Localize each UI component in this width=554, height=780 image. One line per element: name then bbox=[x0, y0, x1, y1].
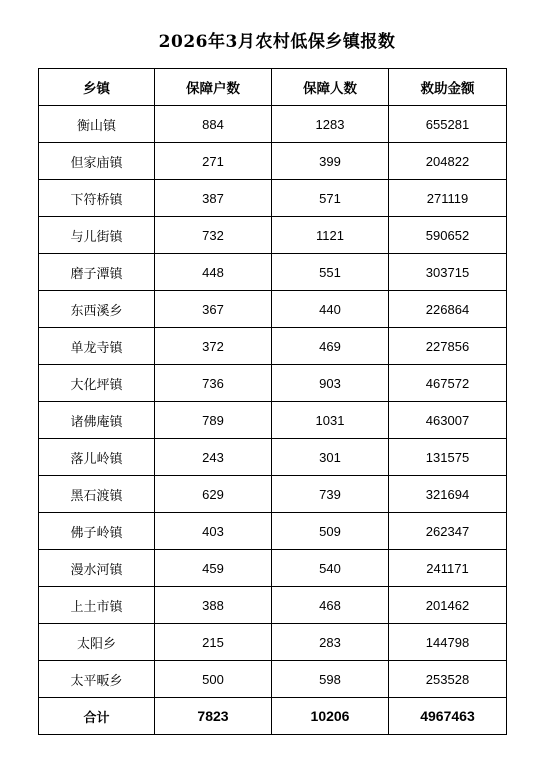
cell-town: 佛子岭镇 bbox=[39, 513, 155, 550]
cell-households: 387 bbox=[155, 180, 272, 217]
cell-persons: 739 bbox=[272, 476, 389, 513]
table-row bbox=[39, 365, 507, 402]
cell-town: 但家庙镇 bbox=[39, 143, 155, 180]
cell-amount: 241171 bbox=[389, 550, 507, 587]
cell-households: 500 bbox=[155, 661, 272, 698]
cell-amount: 201462 bbox=[389, 587, 507, 624]
total-amount: 4967463 bbox=[389, 698, 507, 735]
cell-town: 落儿岭镇 bbox=[39, 439, 155, 476]
cell-households: 243 bbox=[155, 439, 272, 476]
cell-persons: 469 bbox=[272, 328, 389, 365]
table-total-row bbox=[39, 698, 507, 735]
column-header-amount: 救助金额 bbox=[389, 69, 507, 106]
cell-households: 736 bbox=[155, 365, 272, 402]
cell-town: 东西溪乡 bbox=[39, 291, 155, 328]
cell-amount: 227856 bbox=[389, 328, 507, 365]
cell-town: 上土市镇 bbox=[39, 587, 155, 624]
cell-persons: 440 bbox=[272, 291, 389, 328]
cell-households: 367 bbox=[155, 291, 272, 328]
cell-town: 大化坪镇 bbox=[39, 365, 155, 402]
cell-persons: 283 bbox=[272, 624, 389, 661]
cell-households: 732 bbox=[155, 217, 272, 254]
table-row bbox=[39, 143, 507, 180]
table-body bbox=[39, 106, 507, 735]
page-title: 2026年3月农村低保乡镇报数 bbox=[158, 32, 396, 52]
cell-town: 单龙寺镇 bbox=[39, 328, 155, 365]
cell-households: 403 bbox=[155, 513, 272, 550]
table-row bbox=[39, 180, 507, 217]
cell-amount: 144798 bbox=[389, 624, 507, 661]
cell-amount: 271119 bbox=[389, 180, 507, 217]
table-row bbox=[39, 439, 507, 476]
total-persons: 10206 bbox=[272, 698, 389, 735]
table-row bbox=[39, 550, 507, 587]
cell-persons: 399 bbox=[272, 143, 389, 180]
table-row bbox=[39, 587, 507, 624]
cell-town: 磨子潭镇 bbox=[39, 254, 155, 291]
table-row bbox=[39, 624, 507, 661]
cell-households: 388 bbox=[155, 587, 272, 624]
cell-amount: 590652 bbox=[389, 217, 507, 254]
cell-amount: 655281 bbox=[389, 106, 507, 143]
cell-persons: 1121 bbox=[272, 217, 389, 254]
cell-amount: 226864 bbox=[389, 291, 507, 328]
cell-amount: 467572 bbox=[389, 365, 507, 402]
table-row bbox=[39, 476, 507, 513]
cell-persons: 551 bbox=[272, 254, 389, 291]
table-row bbox=[39, 106, 507, 143]
cell-persons: 1031 bbox=[272, 402, 389, 439]
cell-town: 漫水河镇 bbox=[39, 550, 155, 587]
cell-households: 459 bbox=[155, 550, 272, 587]
cell-town: 太平畈乡 bbox=[39, 661, 155, 698]
cell-amount: 321694 bbox=[389, 476, 507, 513]
cell-persons: 903 bbox=[272, 365, 389, 402]
cell-amount: 253528 bbox=[389, 661, 507, 698]
cell-amount: 204822 bbox=[389, 143, 507, 180]
cell-households: 271 bbox=[155, 143, 272, 180]
cell-persons: 571 bbox=[272, 180, 389, 217]
table-row bbox=[39, 217, 507, 254]
table-header-row bbox=[39, 69, 507, 106]
cell-persons: 598 bbox=[272, 661, 389, 698]
column-header-persons: 保障人数 bbox=[272, 69, 389, 106]
table-row bbox=[39, 328, 507, 365]
cell-town: 太阳乡 bbox=[39, 624, 155, 661]
cell-persons: 1283 bbox=[272, 106, 389, 143]
cell-persons: 301 bbox=[272, 439, 389, 476]
cell-town: 衡山镇 bbox=[39, 106, 155, 143]
cell-households: 448 bbox=[155, 254, 272, 291]
cell-persons: 540 bbox=[272, 550, 389, 587]
table-row bbox=[39, 661, 507, 698]
table-row bbox=[39, 513, 507, 550]
cell-households: 789 bbox=[155, 402, 272, 439]
total-households: 7823 bbox=[155, 698, 272, 735]
column-header-town: 乡镇 bbox=[39, 69, 155, 106]
report-table bbox=[38, 68, 507, 735]
cell-amount: 463007 bbox=[389, 402, 507, 439]
cell-persons: 468 bbox=[272, 587, 389, 624]
total-label: 合计 bbox=[39, 698, 155, 735]
cell-households: 215 bbox=[155, 624, 272, 661]
cell-amount: 262347 bbox=[389, 513, 507, 550]
table-row bbox=[39, 254, 507, 291]
cell-town: 诸佛庵镇 bbox=[39, 402, 155, 439]
cell-town: 与儿街镇 bbox=[39, 217, 155, 254]
cell-households: 372 bbox=[155, 328, 272, 365]
cell-town: 下符桥镇 bbox=[39, 180, 155, 217]
column-header-households: 保障户数 bbox=[155, 69, 272, 106]
table-row bbox=[39, 402, 507, 439]
cell-persons: 509 bbox=[272, 513, 389, 550]
cell-amount: 303715 bbox=[389, 254, 507, 291]
cell-amount: 131575 bbox=[389, 439, 507, 476]
cell-households: 629 bbox=[155, 476, 272, 513]
table-row bbox=[39, 291, 507, 328]
cell-households: 884 bbox=[155, 106, 272, 143]
cell-town: 黑石渡镇 bbox=[39, 476, 155, 513]
